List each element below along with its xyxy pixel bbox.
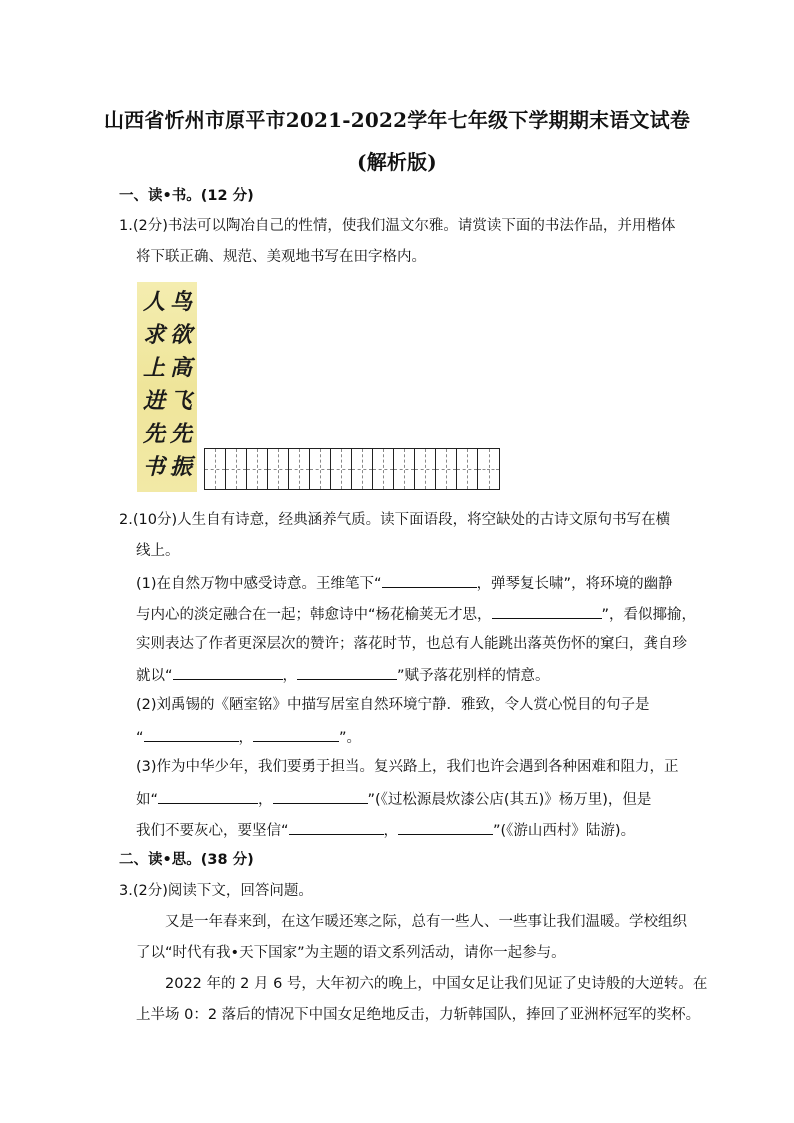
question-2-part-2-line-2: “ ， ”。 <box>136 726 361 748</box>
question-2-part-2-line-1: (2)刘禹锡的《陋室铭》中描写居室自然环境宁静．雅致，令人赏心悦目的句子是 <box>136 697 650 713</box>
calligraphy-right-column: 鸟 欲 高 飞 先 振 <box>169 289 192 480</box>
question-2-part-1-line-2: 与内心的淡定融合在一起；韩愈诗中“杨花榆荚无才思， ”，看似揶揄， <box>136 603 696 625</box>
answer-blank[interactable] <box>173 664 283 680</box>
tian-zi-grid[interactable] <box>204 448 500 490</box>
question-2-part-1-line-3: 实则表达了作者更深层次的赞许；落花时节，也总有人能跳出落英伤怀的窠臼，龚自珍 <box>136 636 687 652</box>
tian-grid-cell[interactable] <box>289 449 310 489</box>
tian-grid-cell[interactable] <box>478 449 499 489</box>
passage-paragraph-1-line-1: 又是一年春来到，在这乍暖还寒之际，总有一些人、一些事让我们温暖。学校组织 <box>165 914 687 930</box>
question-3-line-1: 3.(2分)阅读下文，回答问题。 <box>119 883 313 899</box>
passage-paragraph-2-line-1: 2022 年的 2 月 6 号，大年初六的晚上，中国女足让我们见证了史诗般的大逆转。在 <box>165 976 708 992</box>
tian-grid-cell[interactable] <box>394 449 415 489</box>
question-1-line-1: 1.(2分)书法可以陶冶自己的性情，使我们温文尔雅。请赏读下面的书法作品，并用楷体 <box>119 218 676 234</box>
question-2-part-3-line-2: 如“ ， ”(《过松源晨炊漆公店(其五)》杨万里)，但是 <box>136 788 651 810</box>
question-2-part-1-line-4: 就以“ ， ”赋予落花别样的情意。 <box>136 664 550 686</box>
section-heading-read-think: 二、读•思。(38 分) <box>119 852 254 868</box>
answer-blank[interactable] <box>289 819 384 835</box>
answer-blank[interactable] <box>273 788 368 804</box>
tian-grid-cell[interactable] <box>205 449 226 489</box>
answer-blank[interactable] <box>158 788 258 804</box>
answer-blank[interactable] <box>492 603 602 619</box>
question-1-line-2: 将下联正确、规范、美观地书写在田字格内。 <box>136 249 426 265</box>
question-2-line-1: 2.(10分)人生自有诗意，经典涵养气质。读下面语段，将空缺处的古诗文原句书写在横 <box>119 512 671 528</box>
answer-blank[interactable] <box>297 664 397 680</box>
tian-grid-cell[interactable] <box>226 449 247 489</box>
page-title: 山西省忻州市原平市2021-2022学年七年级下学期期末语文试卷 <box>103 108 691 132</box>
tian-grid-cell[interactable] <box>373 449 394 489</box>
page-subtitle: (解析版) <box>357 150 437 174</box>
tian-grid-cell[interactable] <box>268 449 289 489</box>
question-2-line-2: 线上。 <box>136 543 180 559</box>
answer-blank[interactable] <box>382 572 477 588</box>
answer-blank[interactable] <box>253 726 339 742</box>
tian-grid-cell[interactable] <box>310 449 331 489</box>
tian-grid-cell[interactable] <box>352 449 373 489</box>
tian-grid-cell[interactable] <box>457 449 478 489</box>
calligraphy-left-column: 人 求 上 进 先 书 <box>142 289 165 480</box>
answer-blank[interactable] <box>398 819 493 835</box>
question-2-part-3-line-1: (3)作为中华少年，我们要勇于担当。复兴路上，我们也许会遇到各种困难和阻力，正 <box>136 759 679 775</box>
passage-paragraph-2-line-2: 上半场 0：2 落后的情况下中国女足绝地反击，力斩韩国队，捧回了亚洲杯冠军的奖杯。 <box>136 1007 701 1023</box>
answer-blank[interactable] <box>144 726 239 742</box>
tian-grid-cell[interactable] <box>331 449 352 489</box>
passage-paragraph-1-line-2: 了以“时代有我•天下国家”为主题的语文系列活动，请你一起参与。 <box>136 945 566 961</box>
question-2-part-3-line-3: 我们不要灰心，要坚信“ ， ”(《游山西村》陆游)。 <box>136 819 635 841</box>
question-2-part-1-line-1: (1)在自然万物中感受诗意。王维笔下“ ，弹琴复长啸”，将环境的幽静 <box>136 572 673 594</box>
tian-grid-cell[interactable] <box>247 449 268 489</box>
section-heading-read-book: 一、读•书。(12 分) <box>119 188 254 204</box>
tian-grid-cell[interactable] <box>436 449 457 489</box>
tian-grid-cell[interactable] <box>415 449 436 489</box>
calligraphy-artwork <box>137 282 197 492</box>
